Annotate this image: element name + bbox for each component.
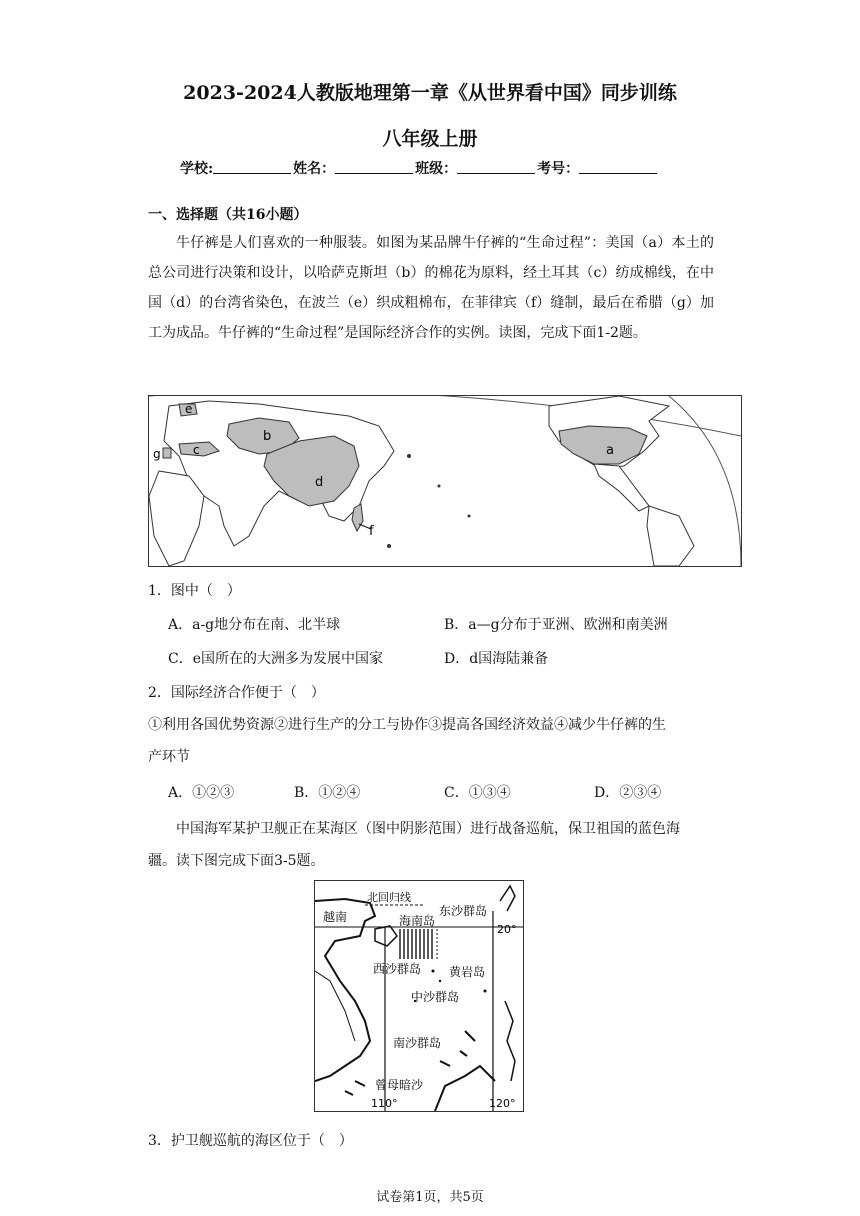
- label-hainan: 海南岛: [399, 914, 436, 928]
- label-nansha: 南沙群岛: [393, 1036, 442, 1050]
- exam-no-blank[interactable]: [579, 158, 657, 174]
- map1-label-e: e: [185, 402, 193, 416]
- passage-1: 牛仔裤是人们喜欢的一种服装。如图为某品牌牛仔裤的“生命过程”：美国（a）本土的总公司进行决策和设计，以哈萨克斯坦（b）的棉花为原料，经土耳其（c）纺成棉线，在中国（d）的台湾省染色，在波兰（e）织成粗棉布，在菲律宾（f）缝制，最后在希腊（g）加工为成品。牛仔裤的“生命过程”是国际经济合作的实例。读图，完成下面1-2题。: [148, 235, 714, 341]
- school-label: 学校:: [180, 161, 214, 177]
- label-huangyan: 黄岩岛: [449, 965, 486, 979]
- q2-option-c[interactable]: C．①③④: [444, 785, 511, 801]
- map1-label-f: f: [369, 524, 374, 539]
- q2-option-a[interactable]: A．①②③: [168, 785, 235, 801]
- student-info: [180, 158, 700, 178]
- label-lat-20: 20°: [497, 923, 517, 936]
- q1-option-b[interactable]: B．a—g分布于亚洲、欧洲和南美洲: [444, 617, 668, 633]
- name-blank[interactable]: [335, 158, 413, 174]
- q1-stem: 1．图中（ ）: [148, 583, 241, 599]
- south-china-sea-map: [314, 880, 524, 1112]
- q1-option-d[interactable]: D．d国海陆兼备: [444, 651, 549, 667]
- section-heading: 一、选择题（共16小题）: [148, 207, 308, 223]
- q2-option-b[interactable]: B．①②④: [294, 785, 361, 801]
- label-zengmu: 曾母暗沙: [375, 1078, 424, 1092]
- map1-label-d: d: [315, 475, 324, 490]
- label-tropic: 北回归线: [367, 891, 411, 904]
- page-title: 2023-2024人教版地理第一章《从世界看中国》同步训练: [183, 82, 677, 104]
- map1-label-b: b: [263, 429, 272, 444]
- world-map: [148, 395, 742, 567]
- exam-no-label: 考号：: [537, 161, 580, 177]
- name-label: 姓名：: [293, 161, 336, 177]
- label-xisha: 西沙群岛: [373, 962, 422, 976]
- page-footer: 试卷第1页，共5页: [376, 1190, 484, 1205]
- q2-stem: 2．国际经济合作便于（ ）: [148, 685, 325, 701]
- map1-label-a: a: [606, 443, 614, 458]
- page-subtitle: 八年级上册: [382, 128, 478, 150]
- map1-label-c: c: [193, 443, 200, 457]
- label-lon-120: 120°: [489, 1097, 516, 1110]
- passage-2-line2: 疆。读下图完成下面3-5题。: [148, 853, 325, 869]
- q2-items-line1: ①利用各国优势资源②进行生产的分工与协作③提高各国经济效益④减少牛仔裤的生: [148, 717, 666, 733]
- class-label: 班级：: [415, 161, 458, 177]
- q2-option-d[interactable]: D．②③④: [594, 785, 662, 801]
- passage-2-line1: 中国海军某护卫舰正在某海区（图中阴影范围）进行战备巡航，保卫祖国的蓝色海: [176, 821, 680, 837]
- map1-label-g: g: [153, 447, 161, 461]
- label-lon-110: 110°: [371, 1097, 398, 1110]
- label-vietnam: 越南: [323, 910, 348, 924]
- label-zhongsha: 中沙群岛: [411, 990, 460, 1004]
- q3-stem: 3．护卫舰巡航的海区位于（ ）: [148, 1133, 353, 1149]
- q2-items-line2: 产环节: [148, 749, 190, 765]
- label-dongsha: 东沙群岛: [439, 904, 488, 918]
- school-blank[interactable]: [213, 158, 291, 174]
- q1-option-a[interactable]: A．a-g地分布在南、北半球: [168, 617, 341, 633]
- q1-option-c[interactable]: C．e国所在的大洲多为发展中国家: [168, 651, 383, 667]
- class-blank[interactable]: [457, 158, 535, 174]
